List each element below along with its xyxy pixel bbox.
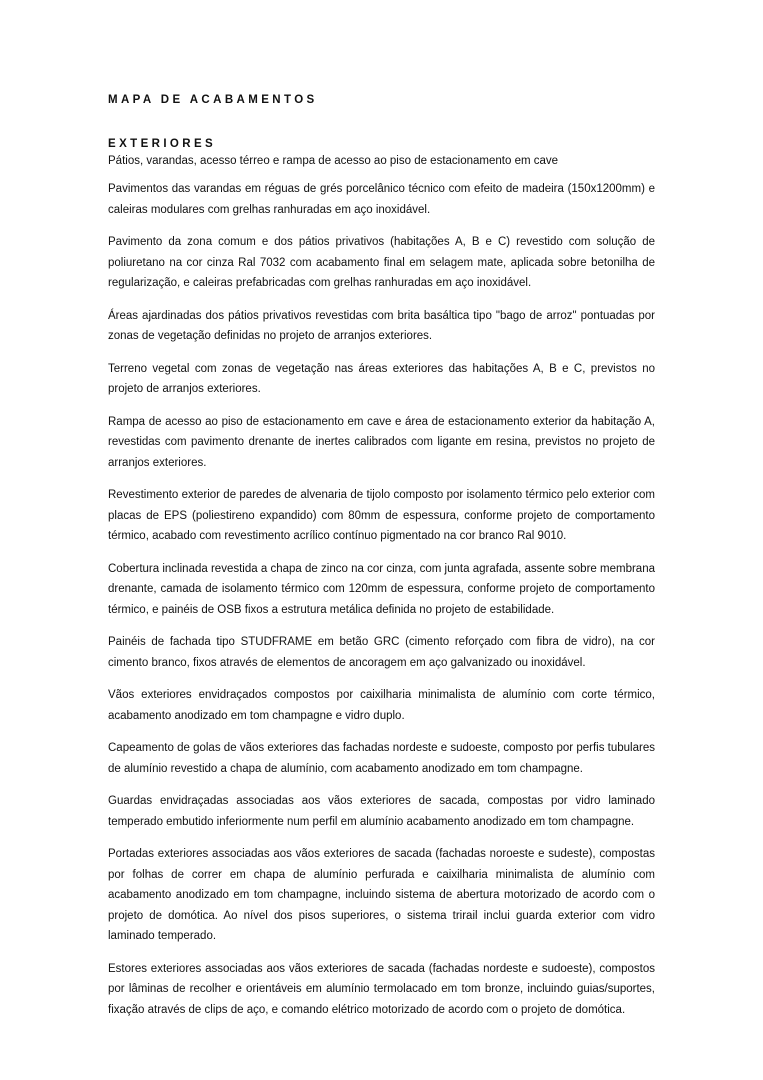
document-title: MAPA DE ACABAMENTOS xyxy=(108,94,318,106)
section-heading: EXTERIORES xyxy=(108,138,217,150)
paragraph-paineis-fachada: Painéis de fachada tipo STUDFRAME em betão GRC (cimento reforçado com fibra de vidro), na cor cimento branco, fixos através de elementos de ancoragem em aço galvanizado ou inoxidável. xyxy=(108,636,655,669)
section-subtitle: Pátios, varandas, acesso térreo e rampa de acesso ao piso de estacionamento em cave xyxy=(108,155,559,167)
paragraph-portadas: Portadas exteriores associadas aos vãos exteriores de sacada (fachadas noroeste e sudeste), compostas por folhas de correr em chapa de alumínio perfurada e caixilharia minimalista de alumínio com acabamento anodizado em tom champagne, incluindo sistema de abertura motorizado de acordo com o projeto de domótica. Ao nível dos pisos superiores, o sistema trirail inclui guarda exterior com vidro laminado temperado. xyxy=(108,848,655,942)
paragraph-revestimento-paredes: Revestimento exterior de paredes de alvenaria de tijolo composto por isolamento térmico pelo exterior com placas de EPS (poliestireno expandido) com 80mm de espessura, conforme projeto de comportamento térmico, acabado com revestimento acrílico contínuo pigmentado na cor branco Ral 9010. xyxy=(108,489,655,542)
paragraph-areas-ajardinadas: Áreas ajardinadas dos pátios privativos revestidas com brita basáltica tipo "bago de arroz" pontuadas por zonas de vegetação definidas no projeto de arranjos exteriores. xyxy=(108,309,655,342)
paragraph-cobertura: Cobertura inclinada revestida a chapa de zinco na cor cinza, com junta agrafada, assente sobre membrana drenante, camada de isolamento térmico com 120mm de espessura, conforme projeto de comportamento térmico, e painéis de OSB fixos a estrutura metálica definida no projeto de estabilidade. xyxy=(108,562,655,616)
paragraph-varandas: Pavimentos das varandas em réguas de grés porcelânico técnico com efeito de madeira (150x1200mm) e caleiras modulares com grelhas ranhuradas em aço inoxidável. xyxy=(108,183,655,216)
paragraph-pavimento-zona-comum: Pavimento da zona comum e dos pátios privativos (habitações A, B e C) revestido com solução de poliuretano na cor cinza Ral 7032 com acabamento final em selagem mate, aplicada sobre betonilha de regularização, e caleiras prefabricadas com grelhas ranhuradas em aço inoxidável. xyxy=(108,236,655,289)
paragraph-rampa-acesso: Rampa de acesso ao piso de estacionamento em cave e área de estacionamento exterior da habitação A, revestidas com pavimento drenante de inertes calibrados com ligante em resina, previstos no projeto de arranjos exteriores. xyxy=(108,415,655,469)
paragraph-estores: Estores exteriores associadas aos vãos exteriores de sacada (fachadas nordeste e sudoeste), compostos por lâminas de recolher e orientáveis em alumínio termolacado em tom bronze, incluindo guias/suportes, fixação através de clips de aço, e comando elétrico motorizado de acordo com o projeto de domótica. xyxy=(108,962,655,1016)
section-exteriores xyxy=(108,137,655,1032)
paragraph-capeamento-golas: Capeamento de golas de vãos exteriores das fachadas nordeste e sudoeste, composto por perfis tubulares de alumínio revestido a chapa de alumínio, com acabamento anodizado em tom champagne. xyxy=(108,742,655,775)
paragraph-terreno-vegetal: Terreno vegetal com zonas de vegetação nas áreas exteriores das habitações A, B e C, previstos no projeto de arranjos exteriores. xyxy=(108,362,655,395)
paragraph-vaos-exteriores: Vãos exteriores envidraçados compostos por caixilharia minimalista de alumínio com corte térmico, acabamento anodizado em tom champagne e vidro duplo. xyxy=(108,689,655,722)
paragraph-guardas: Guardas envidraçadas associadas aos vãos exteriores de sacada, compostas por vidro laminado temperado embutido inferiormente num perfil em alumínio acabamento anodizado em tom champagne. xyxy=(108,795,655,828)
